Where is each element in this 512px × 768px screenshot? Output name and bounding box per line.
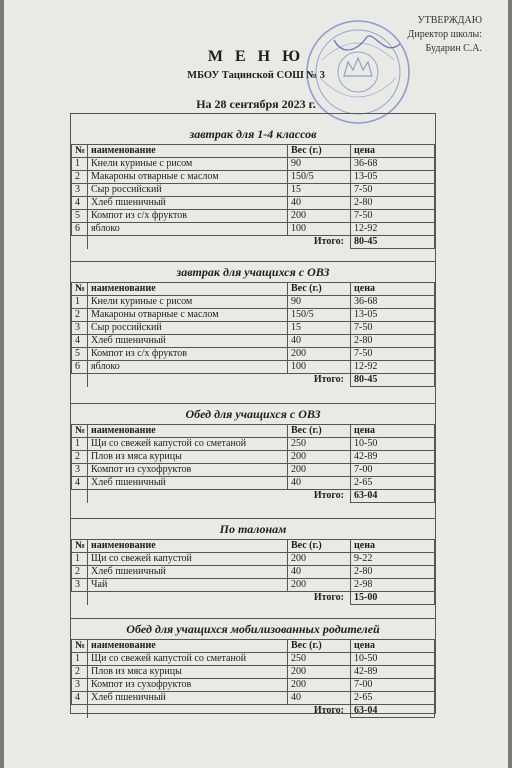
dish-name: Плов из мяса курицы — [88, 451, 288, 464]
school-name: МБОУ Тацинской СОШ № 3 — [187, 70, 325, 81]
table-row — [72, 666, 435, 679]
dish-price: 7-50 — [351, 322, 435, 335]
dish-price: 9-22 — [351, 553, 435, 566]
menu-frame — [70, 113, 436, 717]
dish-weight: 40 — [288, 477, 351, 490]
approval-line: Бударин С.А. — [425, 43, 482, 54]
table-row — [72, 210, 435, 223]
row-number: 6 — [72, 361, 88, 374]
menu-table — [71, 424, 435, 503]
dish-price: 13-05 — [351, 309, 435, 322]
dish-price: 42-89 — [351, 666, 435, 679]
total-label: Итого: — [88, 592, 351, 605]
dish-weight: 150/5 — [288, 309, 351, 322]
dish-price: 42-89 — [351, 451, 435, 464]
dish-name: Чай — [88, 579, 288, 592]
table-row — [72, 438, 435, 451]
dish-price: 7-50 — [351, 184, 435, 197]
header-weight: Вес (г.) — [288, 540, 351, 553]
menu-section — [71, 403, 435, 503]
dish-weight: 40 — [288, 692, 351, 705]
menu-section — [71, 518, 435, 605]
header-name: наименование — [88, 145, 288, 158]
dish-weight: 250 — [288, 653, 351, 666]
section-title: Обед для учащихся с ОВЗ — [71, 403, 435, 424]
header-number: № — [72, 425, 88, 438]
section-title: Обед для учащихся мобилизованных родителей — [71, 618, 435, 639]
dish-name: Кнели куриные с рисом — [88, 296, 288, 309]
row-number: 2 — [72, 666, 88, 679]
dish-name: Хлеб пшеничный — [88, 477, 288, 490]
table-row — [72, 223, 435, 236]
dish-name: Макароны отварные с маслом — [88, 309, 288, 322]
dish-weight: 100 — [288, 223, 351, 236]
dish-price: 36-68 — [351, 158, 435, 171]
dish-price: 12-92 — [351, 361, 435, 374]
table-row — [72, 451, 435, 464]
table-row — [72, 579, 435, 592]
section-title: завтрак для учащихся с ОВЗ — [71, 261, 435, 282]
dish-weight: 200 — [288, 451, 351, 464]
total-row — [72, 705, 435, 718]
menu-section — [71, 618, 435, 718]
total-value: 63-04 — [351, 705, 435, 718]
menu-section — [71, 261, 435, 387]
header-number: № — [72, 640, 88, 653]
dish-weight: 40 — [288, 335, 351, 348]
table-row — [72, 477, 435, 490]
dish-price: 10-50 — [351, 653, 435, 666]
row-number: 1 — [72, 438, 88, 451]
dish-weight: 250 — [288, 438, 351, 451]
dish-price: 12-92 — [351, 223, 435, 236]
header-name: наименование — [88, 540, 288, 553]
dish-weight: 200 — [288, 579, 351, 592]
table-row — [72, 692, 435, 705]
total-row — [72, 236, 435, 249]
table-header — [72, 425, 435, 438]
menu-date: На 28 сентября 2023 г. — [196, 97, 316, 111]
dish-weight: 40 — [288, 566, 351, 579]
total-value: 63-04 — [351, 490, 435, 503]
header-price: цена — [351, 283, 435, 296]
dish-weight: 200 — [288, 679, 351, 692]
blank-cell — [72, 236, 88, 249]
header-number: № — [72, 283, 88, 296]
dish-price: 2-80 — [351, 566, 435, 579]
row-number: 4 — [72, 197, 88, 210]
dish-price: 7-00 — [351, 679, 435, 692]
dish-weight: 200 — [288, 553, 351, 566]
blank-cell — [72, 374, 88, 387]
row-number: 4 — [72, 477, 88, 490]
dish-price: 7-50 — [351, 210, 435, 223]
dish-price: 10-50 — [351, 438, 435, 451]
table-row — [72, 322, 435, 335]
header-weight: Вес (г.) — [288, 640, 351, 653]
table-header — [72, 540, 435, 553]
header-name: наименование — [88, 283, 288, 296]
table-row — [72, 679, 435, 692]
dish-name: Щи со свежей капустой со сметаной — [88, 653, 288, 666]
header-price: цена — [351, 540, 435, 553]
blank-cell — [72, 490, 88, 503]
table-row — [72, 296, 435, 309]
header-weight: Вес (г.) — [288, 283, 351, 296]
dish-weight: 40 — [288, 197, 351, 210]
table-row — [72, 171, 435, 184]
approval-line: Директор школы: — [407, 29, 482, 40]
row-number: 1 — [72, 296, 88, 309]
dish-weight: 150/5 — [288, 171, 351, 184]
total-row — [72, 592, 435, 605]
menu-section — [71, 124, 435, 249]
dish-weight: 15 — [288, 322, 351, 335]
dish-name: Хлеб пшеничный — [88, 197, 288, 210]
table-row — [72, 197, 435, 210]
section-title: По талонам — [71, 518, 435, 539]
dish-weight: 90 — [288, 296, 351, 309]
table-header — [72, 283, 435, 296]
approval-line: УТВЕРЖДАЮ — [417, 15, 482, 26]
row-number: 3 — [72, 579, 88, 592]
dish-price: 7-50 — [351, 348, 435, 361]
dish-price: 2-98 — [351, 579, 435, 592]
dish-name: Компот из сухофруктов — [88, 679, 288, 692]
menu-table — [71, 282, 435, 387]
table-header — [72, 640, 435, 653]
dish-price: 2-65 — [351, 477, 435, 490]
row-number: 1 — [72, 553, 88, 566]
row-number: 6 — [72, 223, 88, 236]
total-value: 15-00 — [351, 592, 435, 605]
menu-table — [71, 144, 435, 249]
header-name: наименование — [88, 640, 288, 653]
total-value: 80-45 — [351, 236, 435, 249]
header-weight: Вес (г.) — [288, 425, 351, 438]
dish-weight: 15 — [288, 184, 351, 197]
row-number: 5 — [72, 210, 88, 223]
table-row — [72, 184, 435, 197]
table-row — [72, 335, 435, 348]
row-number: 3 — [72, 322, 88, 335]
dish-price: 36-68 — [351, 296, 435, 309]
table-row — [72, 348, 435, 361]
row-number: 1 — [72, 158, 88, 171]
dish-name: Сыр российский — [88, 322, 288, 335]
total-label: Итого: — [88, 374, 351, 387]
blank-cell — [72, 705, 88, 718]
dish-weight: 200 — [288, 666, 351, 679]
table-row — [72, 653, 435, 666]
dish-weight: 200 — [288, 210, 351, 223]
dish-price: 2-80 — [351, 335, 435, 348]
total-label: Итого: — [88, 705, 351, 718]
table-row — [72, 566, 435, 579]
dish-weight: 100 — [288, 361, 351, 374]
menu-table — [71, 639, 435, 718]
dish-price: 7-00 — [351, 464, 435, 477]
dish-weight: 200 — [288, 464, 351, 477]
dish-price: 13-05 — [351, 171, 435, 184]
header-price: цена — [351, 145, 435, 158]
menu-table — [71, 539, 435, 605]
total-label: Итого: — [88, 236, 351, 249]
row-number: 5 — [72, 348, 88, 361]
dish-name: Хлеб пшеничный — [88, 692, 288, 705]
row-number: 3 — [72, 679, 88, 692]
dish-price: 2-80 — [351, 197, 435, 210]
header-price: цена — [351, 425, 435, 438]
table-row — [72, 309, 435, 322]
dish-weight: 90 — [288, 158, 351, 171]
header-weight: Вес (г.) — [288, 145, 351, 158]
dish-name: Компот из с/х фруктов — [88, 348, 288, 361]
row-number: 2 — [72, 309, 88, 322]
row-number: 1 — [72, 653, 88, 666]
dish-name: яблоко — [88, 223, 288, 236]
dish-name: Хлеб пшеничный — [88, 566, 288, 579]
table-header — [72, 145, 435, 158]
table-row — [72, 553, 435, 566]
table-row — [72, 464, 435, 477]
dish-name: Плов из мяса курицы — [88, 666, 288, 679]
dish-name: Хлеб пшеничный — [88, 335, 288, 348]
dish-name: Щи со свежей капустой — [88, 553, 288, 566]
row-number: 2 — [72, 171, 88, 184]
row-number: 4 — [72, 692, 88, 705]
page-title: М Е Н Ю — [207, 48, 305, 65]
dish-name: Щи со свежей капустой со сметаной — [88, 438, 288, 451]
header-number: № — [72, 540, 88, 553]
row-number: 3 — [72, 464, 88, 477]
row-number: 4 — [72, 335, 88, 348]
dish-name: Компот из с/х фруктов — [88, 210, 288, 223]
dish-name: Макароны отварные с маслом — [88, 171, 288, 184]
blank-cell — [72, 592, 88, 605]
dish-name: Сыр российский — [88, 184, 288, 197]
total-value: 80-45 — [351, 374, 435, 387]
header-price: цена — [351, 640, 435, 653]
total-row — [72, 490, 435, 503]
dish-name: Компот из сухофруктов — [88, 464, 288, 477]
menu-sheet — [4, 0, 508, 768]
section-title: завтрак для 1-4 классов — [189, 127, 317, 141]
header-name: наименование — [88, 425, 288, 438]
total-row — [72, 374, 435, 387]
table-row — [72, 361, 435, 374]
dish-price: 2-65 — [351, 692, 435, 705]
dish-name: яблоко — [88, 361, 288, 374]
dish-name: Кнели куриные с рисом — [88, 158, 288, 171]
header-number: № — [72, 145, 88, 158]
dish-weight: 200 — [288, 348, 351, 361]
table-row — [72, 158, 435, 171]
row-number: 3 — [72, 184, 88, 197]
row-number: 2 — [72, 566, 88, 579]
total-label: Итого: — [88, 490, 351, 503]
row-number: 2 — [72, 451, 88, 464]
